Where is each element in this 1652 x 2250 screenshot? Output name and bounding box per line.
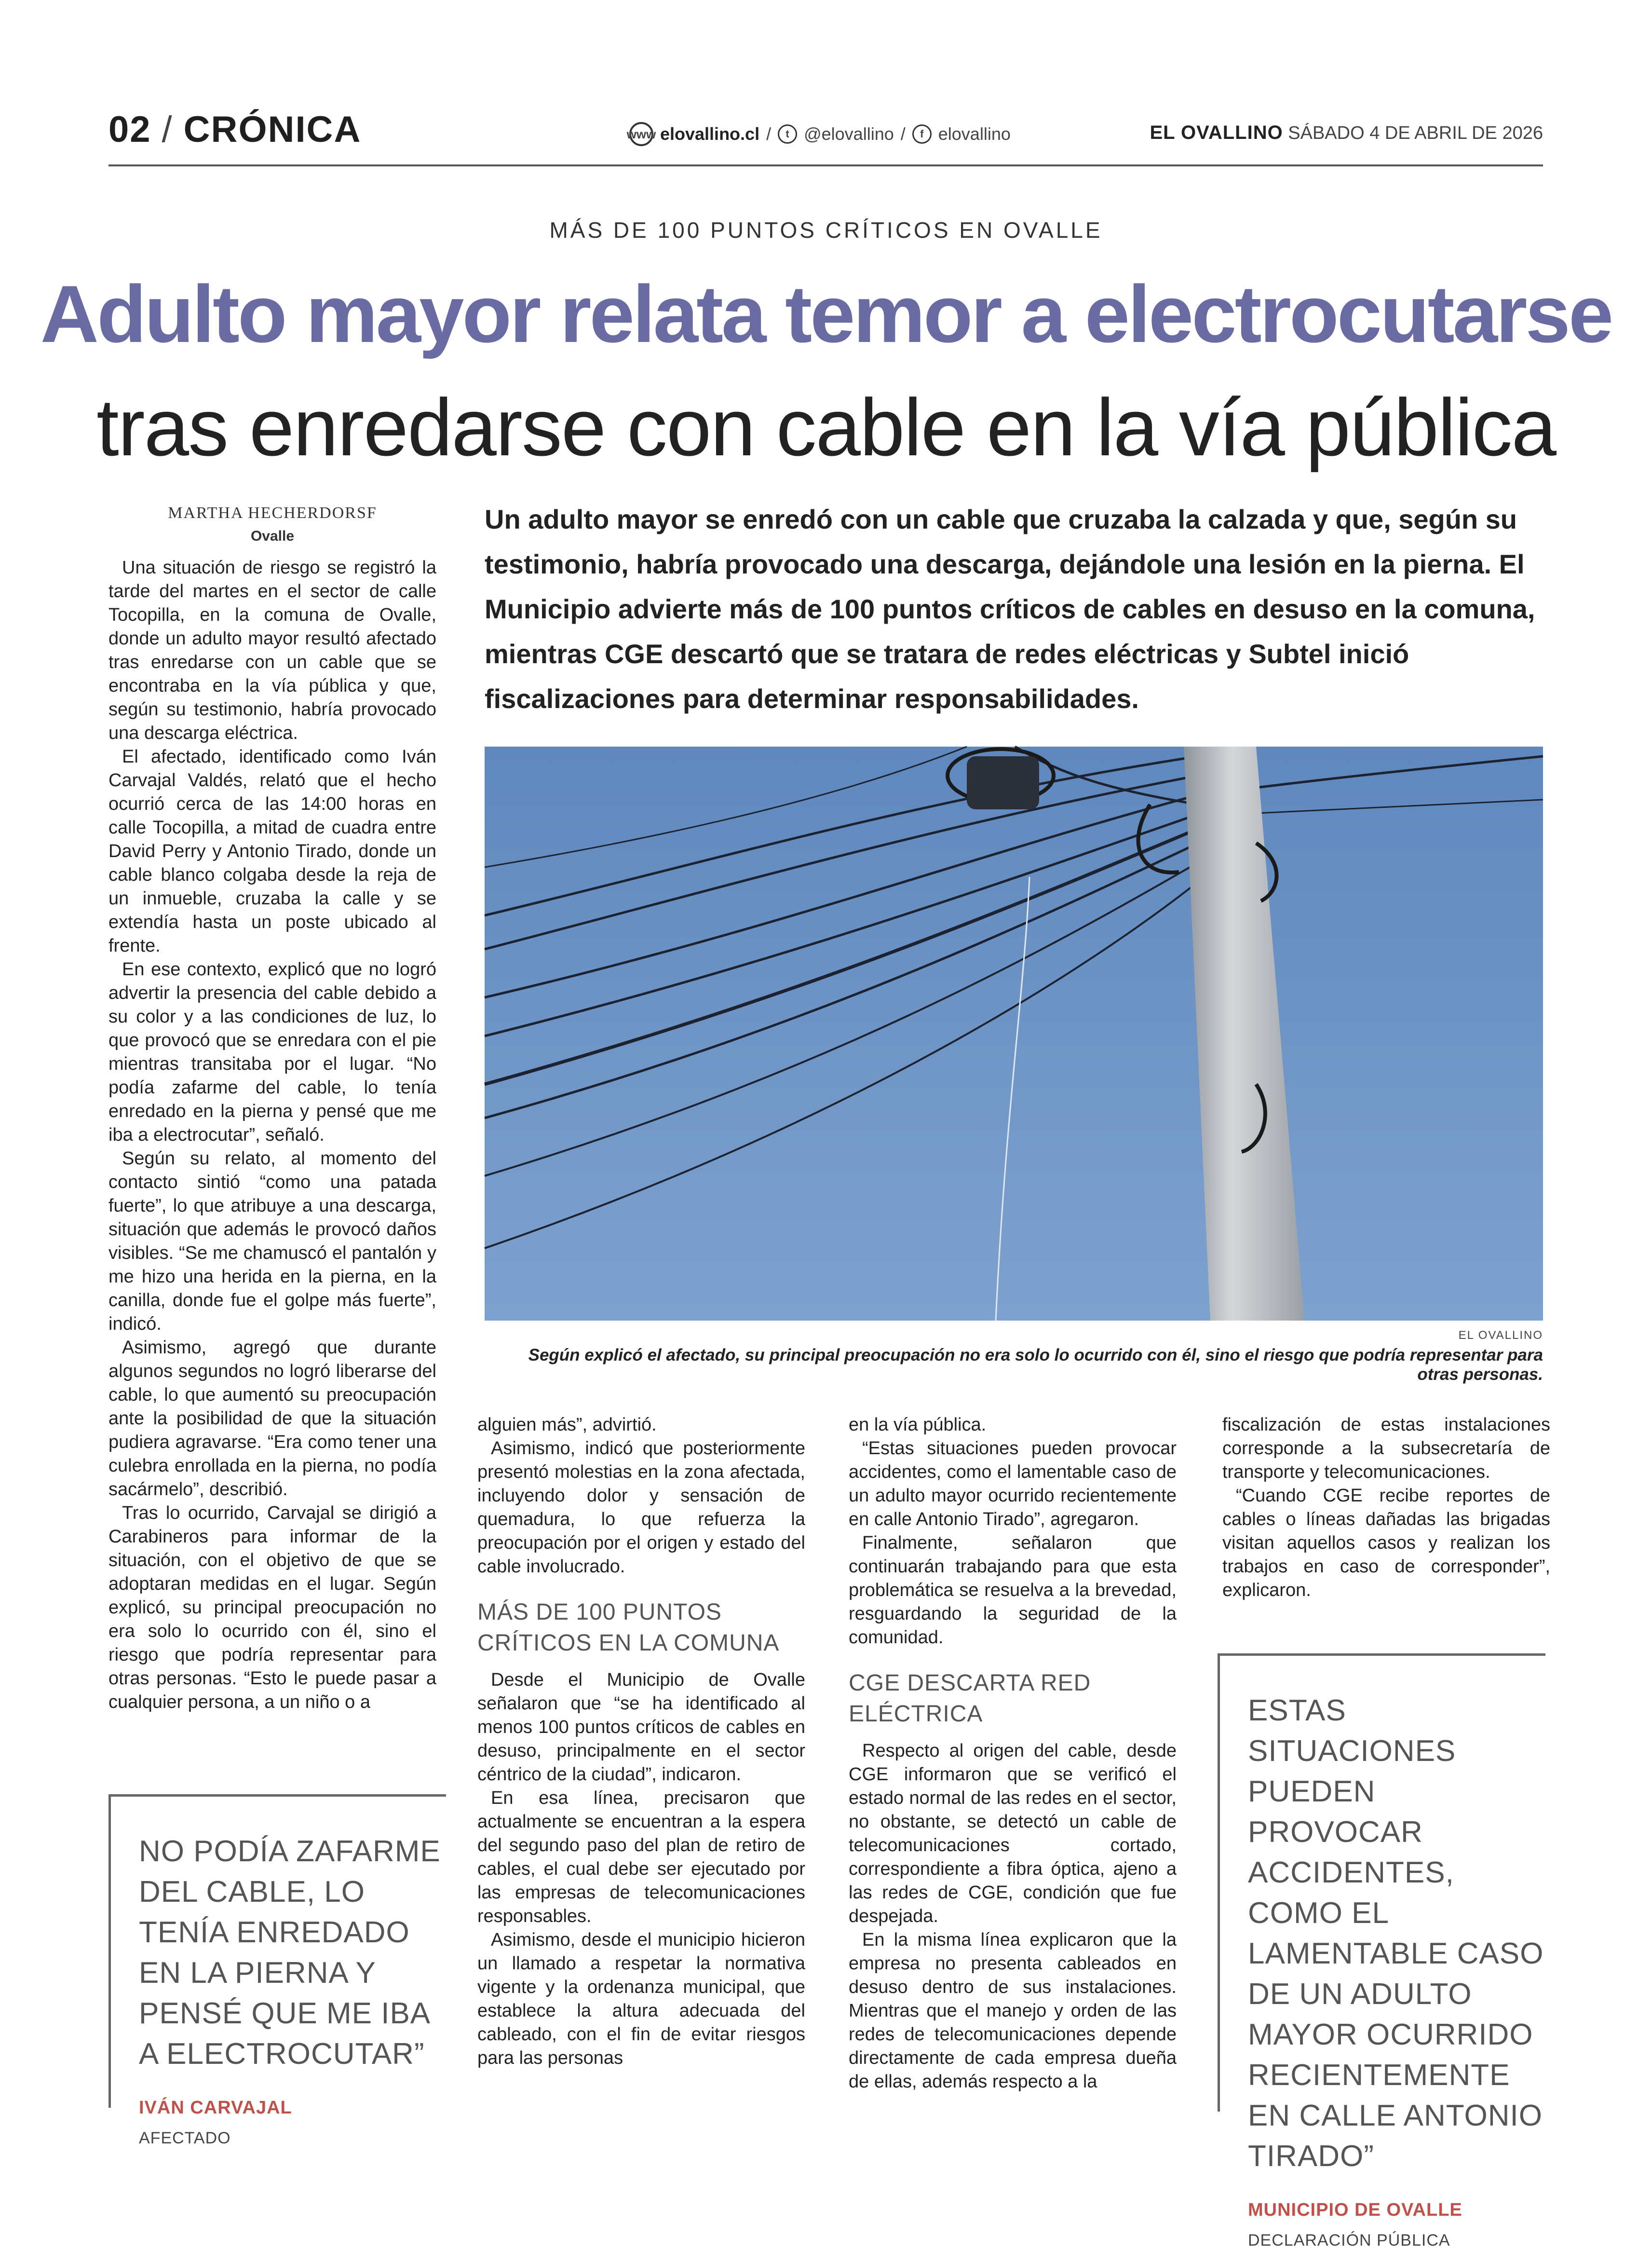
article-photo <box>485 747 1543 1321</box>
pull-quote-carvajal <box>108 1794 446 2147</box>
paragraph: Según su relato, al momento del contacto sintió “como una patada fuerte”, lo que atribuye a una descarga, situación que además le provocó daños visibles. “Se me chamuscó el pantalón y me hizo una herida en la pierna, en la canilla, donde fue el golpe más fuerte”, indicó. <box>108 1148 436 1334</box>
pull-quote-role: DECLARACIÓN PÚBLICA <box>1248 2231 1450 2250</box>
paragraph: “Estas situaciones pueden provocar accidentes, como el lamentable caso de un adulto mayor ocurrido recientemente en calle Antonio Tirado”, agregaron. <box>849 1438 1177 1529</box>
author-byline: MARTHA HECHERDORSF <box>168 504 377 522</box>
paragraph: Asimismo, agregó que durante algunos segundos no logró liberarse del cable, lo que aumentó su preocupación ante la posibilidad de que la situación pudiera agravarse. “Era como tener una culebra enrollada en la pierna, no podía sacármelo”, describió. <box>108 1337 436 1500</box>
headline-line-2: tras enredarse con cable en la vía pública <box>96 382 1556 473</box>
subheading-puntos-criticos: MÁS DE 100 PUNTOS CRÍTICOS EN LA COMUNA <box>477 1599 780 1656</box>
paragraph: en la vía pública. <box>849 1415 987 1435</box>
facebook-link[interactable]: elovallino <box>938 124 1011 144</box>
paragraph: Tras lo ocurrido, Carvajal se dirigió a Carabineros para informar de la situación, con el objetivo de que se adoptaran medidas en el lugar. Según explicó, su principal preocupación no era solo lo ocurrido con él, sino el riesgo que podría representar para otras personas. “Esto le puede pasar a cualquier persona, a un niño o a <box>108 1503 436 1712</box>
pull-quote-role: AFECTADO <box>139 2129 231 2147</box>
paragraph: Asimismo, indicó que posteriormente presentó molestias en la zona afectada, incluyendo dolor y sensación de quemadura, lo que refuerza la preocupación por el origen y estado del cable involucrado. <box>477 1438 805 1577</box>
social-links: www elovallino.cl / t @elovallino / f elovallino <box>629 122 1011 146</box>
paragraph: En ese contexto, explicó que no logró advertir la presencia del cable debido a su color y a las condiciones de luz, lo que provocó que se enredara con el pie mientras transitaba por el lugar. “No podía zafarme del cable, lo tenía enredado en la pierna y pensé que me iba a electrocutar”, señaló. <box>108 959 436 1145</box>
pull-quote-name: IVÁN CARVAJAL <box>139 2098 292 2118</box>
photo-credit: EL OVALLINO <box>1458 1329 1543 1342</box>
paragraph: Asimismo, desde el municipio hicieron un llamado a respetar la normativa vigente y la ordenanza municipal, que establece la altura adecuada del cableado, con el fin de evitar riesgos para las personas <box>477 1930 805 2068</box>
article-kicker: MÁS DE 100 PUNTOS CRÍTICOS EN OVALLE <box>549 218 1103 243</box>
paragraph: Desde el Municipio de Ovalle señalaron que “se ha identificado al menos 100 puntos críticos de cables en desuso, principalmente en el sector céntrico de la ciudad”, indicaron. <box>477 1670 805 1785</box>
pull-quote-text: NO PODÍA ZAFARME DEL CABLE, LO TENÍA ENREDADO EN LA PIERNA Y PENSÉ QUE ME IBA A ELECTROCUTAR” <box>139 1835 441 2071</box>
section-name: CRÓNICA <box>183 109 362 150</box>
pull-quote-municipio <box>1218 1653 1545 2250</box>
power-pole-illustration <box>485 747 1543 1321</box>
globe-icon: www <box>629 122 653 146</box>
website-link[interactable]: elovallino.cl <box>660 124 760 144</box>
paragraph: “Cuando CGE recibe reportes de cables o líneas dañadas las brigadas visitan aquellos casos y realizan los trabajos en caso de corresponder”, explicaron. <box>1222 1486 1550 1600</box>
article-column-4 <box>1222 1413 1550 1602</box>
page-number: 02 <box>108 109 151 150</box>
paragraph: Respecto al origen del cable, desde CGE informaron que se verificó el estado normal de las redes en el sector, no obstante, se detectó un cable de telecomunicaciones cortado, correspondiente a fibra óptica, ajeno a las redes de CGE, condición que fue despejada. <box>849 1741 1177 1926</box>
page-section-label: 02 / CRÓNICA <box>108 109 362 150</box>
article-column-1 <box>108 556 436 1714</box>
paragraph: Finalmente, señalaron que continuarán trabajando para que esta problemática se resuelva a la brevedad, resguardando la seguridad de la comunidad. <box>849 1533 1177 1648</box>
paragraph: El afectado, identificado como Iván Carvajal Valdés, relató que el hecho ocurrió cerca de las 14:00 horas en calle Tocopilla, a mitad de cuadra entre David Perry y Antonio Tirado, donde un cable blanco colgaba desde la reja de un inmueble, cruzaba la calle y se extendía hasta un poste ubicado al frente. <box>108 747 436 956</box>
pull-quote-text: ESTAS SITUACIONES PUEDEN PROVOCAR ACCIDENTES, COMO EL LAMENTABLE CASO DE UN ADULTO MAYOR OCURRIDO RECIENTEMENTE EN CALLE ANTONIO TIRADO” <box>1248 1694 1544 2173</box>
issue-date: SÁBADO 4 DE ABRIL DE 2026 <box>1288 123 1543 143</box>
facebook-icon: f <box>912 124 932 144</box>
paragraph: En esa línea, precisaron que actualmente se encuentran a la espera del segundo paso del plan de retiro de cables, el cual debe ser ejecutado por las empresas de telecomunicaciones responsables. <box>477 1788 805 1926</box>
article-lead: Un adulto mayor se enredó con un cable que cruzaba la calzada y que, según su testimonio, habría provocado una descarga, dejándole una lesión en la pierna. El Municipio advierte más de 100 puntos críticos de cables en desuso en la comuna, mientras CGE descartó que se tratara de redes eléctricas y Subtel inició fiscalizaciones para determinar responsabilidades. <box>485 504 1535 714</box>
subheading-cge: CGE DESCARTA RED ELÉCTRICA <box>849 1670 1091 1727</box>
paper-name: EL OVALLINO <box>1150 122 1283 143</box>
twitter-icon: t <box>778 124 797 144</box>
article-column-3 <box>849 1413 1177 2094</box>
paper-date <box>1150 122 1544 144</box>
headline-line-1: Adulto mayor relata temor a electrocutarse <box>40 269 1612 359</box>
photo-caption: Según explicó el afectado, su principal preocupación no era solo lo ocurrido con él, sino el riesgo que podría representar para otras personas. <box>528 1346 1543 1384</box>
pull-quote-name: MUNICIPIO DE OVALLE <box>1248 2200 1462 2220</box>
article-column-2 <box>477 1413 805 2070</box>
paragraph: Una situación de riesgo se registró la tarde del martes en el sector de calle Tocopilla, en la comuna de Ovalle, donde un adulto mayor resultó afectado tras enredarse con un cable que se encontraba en la vía pública y que, según su testimonio, habría provocado una descarga eléctrica. <box>108 558 436 743</box>
twitter-link[interactable]: @elovallino <box>804 124 894 144</box>
page-header <box>108 109 1543 166</box>
paragraph: alguien más”, advirtió. <box>477 1415 657 1435</box>
paragraph: En la misma línea explicaron que la empresa no presenta cableados en desuso dentro de sus instalaciones. Mientras que el manejo y orden de las redes de telecomunicaciones depende directamente de cada empresa dueña de ellas, además respecto a la <box>849 1930 1177 2092</box>
dateline-city: Ovalle <box>250 528 295 544</box>
paragraph: fiscalización de estas instalaciones corresponde a la subsecretaría de transporte y telecomunicaciones. <box>1222 1415 1550 1482</box>
